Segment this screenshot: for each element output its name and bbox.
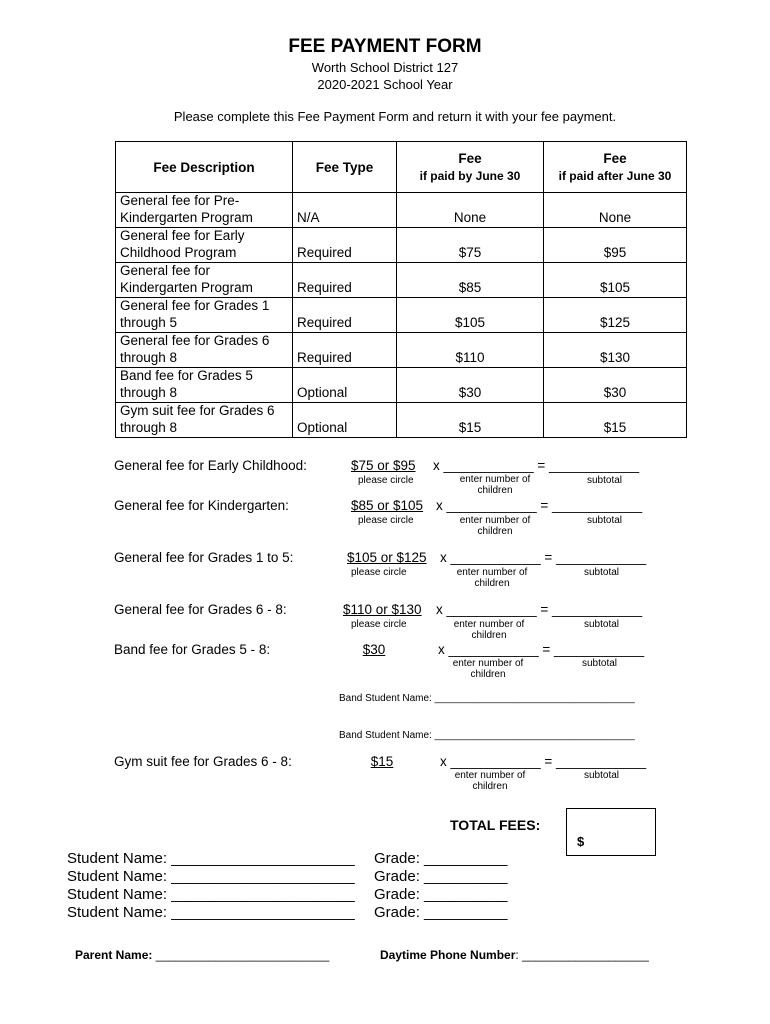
header-fee-late-label: Fee: [603, 151, 627, 166]
table-row: [116, 228, 687, 263]
band-fee-price: $30: [362, 642, 386, 657]
header-fee-early: [397, 142, 544, 193]
subtotal-note: subtotal: [584, 619, 620, 630]
phone-number-field[interactable]: [380, 948, 649, 962]
subtotal-note: subtotal: [584, 567, 620, 578]
children-note-l2: children: [474, 578, 510, 589]
table-row: [116, 193, 687, 228]
please-circle-note: please circle: [351, 567, 407, 578]
children-count-note: [450, 474, 540, 496]
parent-name-line: __________________________: [155, 948, 330, 962]
student-name-field[interactable]: Student Name: ______________________: [67, 886, 355, 903]
row-type: Required: [293, 263, 397, 298]
row-fee-early: $75: [397, 228, 544, 263]
row-type: Required: [293, 333, 397, 368]
children-note-l1: enter number of: [454, 770, 526, 781]
subtotal-note: subtotal: [587, 475, 623, 486]
kindergarten-multiplier[interactable]: x ____________ = ____________: [436, 498, 643, 513]
kindergarten-price-options[interactable]: $85 or $105: [351, 498, 424, 513]
grades-1-5-price-options[interactable]: $105 or $125: [347, 550, 427, 565]
row-type: Required: [293, 228, 397, 263]
subtotal-note: subtotal: [582, 658, 618, 669]
total-currency-symbol: $: [577, 834, 585, 849]
desc-line: through 8: [120, 384, 178, 400]
desc-line: through 8: [120, 349, 178, 365]
row-type: Required: [293, 298, 397, 333]
student-name-field[interactable]: Student Name: ______________________: [67, 850, 355, 867]
row-fee-early: $85: [397, 263, 544, 298]
form-title: FEE PAYMENT FORM: [288, 36, 482, 57]
row-description: [116, 263, 293, 298]
children-count-note: [450, 515, 540, 537]
desc-line: Kindergarten Program: [120, 279, 253, 295]
district-name: Worth School District 127: [311, 60, 459, 75]
desc-line: General fee for Grades 1: [120, 298, 270, 313]
row-type: N/A: [293, 193, 397, 228]
desc-line: General fee for Grades 6: [120, 333, 270, 348]
band-fee-label: Band fee for Grades 5 - 8:: [114, 642, 271, 657]
header-description: Fee Description: [116, 142, 293, 193]
row-description: [116, 193, 293, 228]
desc-line: General fee for Pre-: [120, 193, 240, 208]
grades-1-5-multiplier[interactable]: x ____________ = ____________: [440, 550, 647, 565]
row-type: Optional: [293, 368, 397, 403]
table-row: [116, 263, 687, 298]
instructions: Please complete this Fee Payment Form and return it with your fee payment.: [173, 109, 617, 124]
desc-line: Gym suit fee for Grades 6: [120, 403, 275, 418]
row-type: Optional: [293, 403, 397, 438]
grades-1-5-label: General fee for Grades 1 to 5:: [114, 550, 294, 565]
children-count-note: [444, 619, 534, 641]
row-fee-late: None: [544, 193, 687, 228]
children-note-l1: enter number of: [452, 658, 524, 669]
student-name-field[interactable]: Student Name: ______________________: [67, 904, 355, 921]
children-note-l1: enter number of: [453, 619, 525, 630]
early-childhood-multiplier[interactable]: x ____________ = ____________: [433, 458, 640, 473]
please-circle-note: please circle: [358, 475, 414, 486]
row-fee-late: $30: [544, 368, 687, 403]
header-fee-early-label: Fee: [458, 151, 482, 166]
student-grade-field[interactable]: Grade: __________: [374, 904, 508, 921]
grades-6-8-multiplier[interactable]: x ____________ = ____________: [436, 602, 643, 617]
subtotal-note: subtotal: [584, 770, 620, 781]
fee-table: [115, 141, 687, 438]
children-note-l2: children: [470, 669, 506, 680]
gym-suit-fee-label: Gym suit fee for Grades 6 - 8:: [114, 754, 292, 769]
subtotal-note: subtotal: [587, 515, 623, 526]
early-childhood-price-options[interactable]: $75 or $95: [351, 458, 416, 473]
school-year: 2020-2021 School Year: [317, 77, 453, 92]
row-description: [116, 228, 293, 263]
children-note-l2: children: [477, 485, 513, 496]
fee-table-header: [116, 142, 687, 193]
total-fees-label: TOTAL FEES:: [450, 817, 541, 833]
children-note-l2: children: [477, 526, 513, 537]
band-student-name-field[interactable]: Band Student Name: ____________________________________: [339, 730, 635, 741]
children-count-note: [445, 770, 535, 792]
student-grade-field[interactable]: Grade: __________: [374, 850, 508, 867]
band-fee-multiplier[interactable]: x ____________ = ____________: [438, 642, 645, 657]
header-fee-late-sub: if paid after June 30: [558, 169, 672, 183]
row-fee-late: $95: [544, 228, 687, 263]
phone-number-line: : ___________________: [515, 948, 649, 962]
early-childhood-label: General fee for Early Childhood:: [114, 458, 307, 473]
student-grade-field[interactable]: Grade: __________: [374, 868, 508, 885]
please-circle-note: please circle: [351, 619, 407, 630]
header-fee-late: [544, 142, 687, 193]
student-name-field[interactable]: Student Name: ______________________: [67, 868, 355, 885]
children-note-l1: enter number of: [456, 567, 528, 578]
desc-line: Kindergarten Program: [120, 209, 253, 225]
row-fee-late: $130: [544, 333, 687, 368]
children-note-l1: enter number of: [459, 515, 531, 526]
table-row: [116, 298, 687, 333]
children-note-l2: children: [472, 781, 508, 792]
children-note-l1: enter number of: [459, 474, 531, 485]
row-fee-early: $15: [397, 403, 544, 438]
row-description: [116, 403, 293, 438]
row-description: [116, 333, 293, 368]
children-count-note: [443, 658, 533, 680]
row-description: [116, 368, 293, 403]
children-note-l2: children: [471, 630, 507, 641]
grades-6-8-price-options[interactable]: $110 or $130: [343, 602, 422, 617]
desc-line: General fee for: [120, 263, 211, 278]
desc-line: Childhood Program: [120, 244, 237, 260]
row-description: [116, 298, 293, 333]
parent-name-label: Parent Name:: [75, 948, 153, 962]
please-circle-note: please circle: [358, 515, 414, 526]
row-fee-late: $105: [544, 263, 687, 298]
kindergarten-label: General fee for Kindergarten:: [114, 498, 289, 513]
table-row: [116, 333, 687, 368]
band-student-name-field[interactable]: Band Student Name: ____________________________________: [339, 693, 635, 704]
row-fee-late: $125: [544, 298, 687, 333]
grades-6-8-label: General fee for Grades 6 - 8:: [114, 602, 287, 617]
row-fee-early: $105: [397, 298, 544, 333]
table-row: [116, 368, 687, 403]
children-count-note: [447, 567, 537, 589]
row-fee-early: None: [397, 193, 544, 228]
header-fee-early-sub: if paid by June 30: [419, 169, 521, 183]
table-row: [116, 403, 687, 438]
row-fee-early: $110: [397, 333, 544, 368]
header-type: Fee Type: [293, 142, 397, 193]
gym-suit-fee-price: $15: [370, 754, 394, 769]
desc-line: General fee for Early: [120, 228, 245, 243]
desc-line: through 5: [120, 314, 178, 330]
row-fee-late: $15: [544, 403, 687, 438]
phone-number-label: Daytime Phone Number: [380, 948, 516, 962]
desc-line: Band fee for Grades 5: [120, 368, 253, 383]
row-fee-early: $30: [397, 368, 544, 403]
desc-line: through 8: [120, 419, 178, 435]
student-grade-field[interactable]: Grade: __________: [374, 886, 508, 903]
gym-suit-fee-multiplier[interactable]: x ____________ = ____________: [440, 754, 647, 769]
parent-name-field[interactable]: [75, 948, 329, 962]
